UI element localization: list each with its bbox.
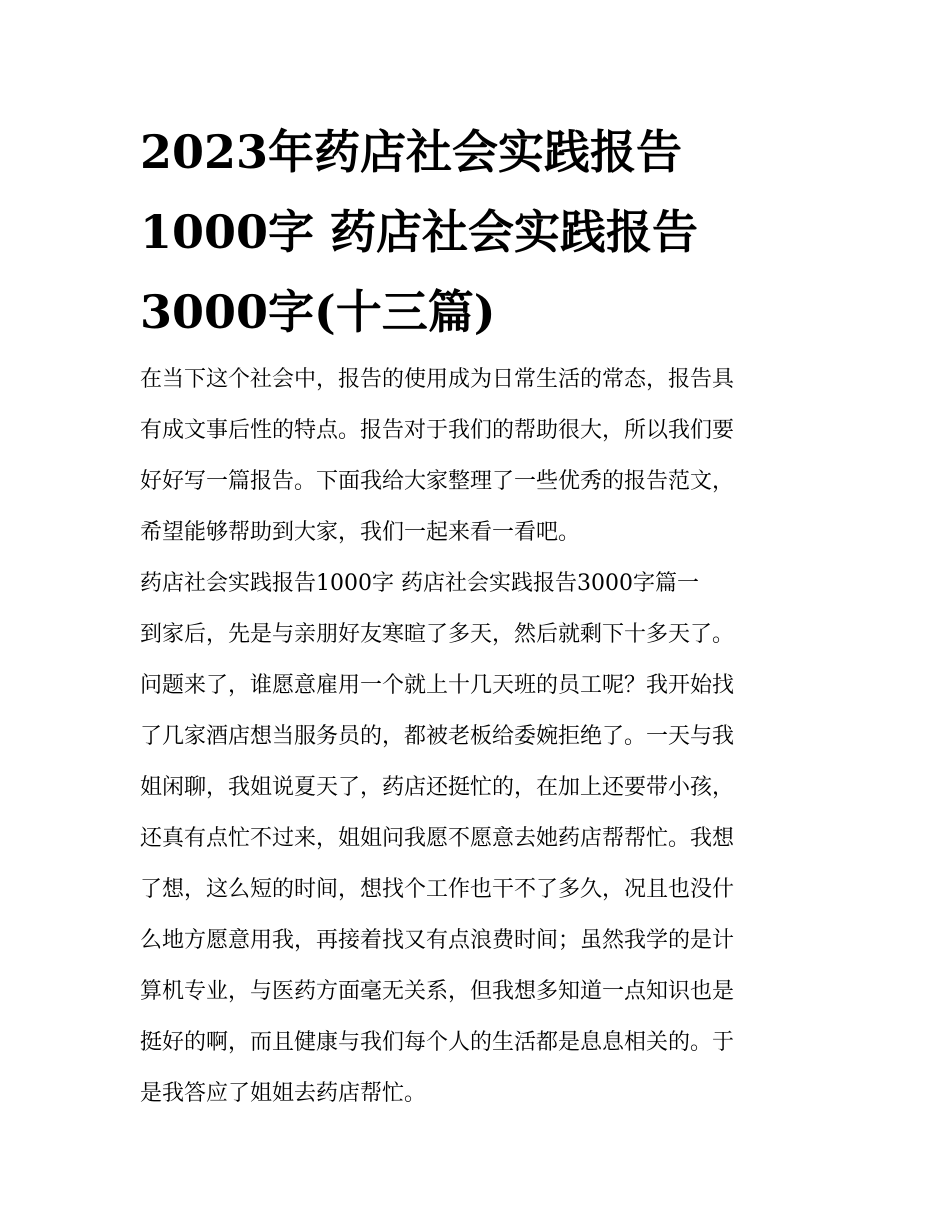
title-line: 3000字(十三篇) — [140, 285, 496, 339]
text-line: 希望能够帮助到大家，我们一起来看一看吧。 — [140, 520, 581, 545]
title-line: 2023年药店社会实践报告 — [140, 125, 683, 179]
document-title — [140, 112, 820, 352]
text-line: 挺好的啊，而且健康与我们每个人的生活都是息息相关的。于 — [140, 1030, 735, 1055]
text-line: 有成文事后性的特点。报告对于我们的帮助很大，所以我们要 — [140, 418, 735, 443]
text-line: 好好写一篇报告。下面我给大家整理了一些优秀的报告范文， — [140, 469, 735, 494]
intro-paragraph — [140, 354, 820, 558]
text-line: 么地方愿意用我，再接着找又有点浪费时间；虽然我学的是计 — [140, 928, 735, 953]
document-body — [140, 354, 820, 1119]
text-line: 姐闲聊，我姐说夏天了，药店还挺忙的，在加上还要带小孩， — [140, 775, 735, 800]
text-line: 了几家酒店想当服务员的，都被老板给委婉拒绝了。一天与我 — [140, 724, 735, 749]
title-line: 1000字 药店社会实践报告 — [140, 205, 699, 259]
text-line: 了想，这么短的时间，想找个工作也干不了多久，况且也没什 — [140, 877, 735, 902]
section-heading: 药店社会实践报告1000字 药店社会实践报告3000字篇一 — [140, 571, 699, 596]
body-paragraph — [140, 609, 820, 1119]
text-line: 在当下这个社会中，报告的使用成为日常生活的常态，报告具 — [140, 367, 735, 392]
text-line: 算机专业，与医药方面毫无关系，但我想多知道一点知识也是 — [140, 979, 735, 1004]
text-line: 到家后，先是与亲朋好友寒暄了多天，然后就剩下十多天了。 — [140, 622, 735, 647]
text-line: 问题来了，谁愿意雇用一个就上十几天班的员工呢？我开始找 — [140, 673, 735, 698]
text-line: 是我答应了姐姐去药店帮忙。 — [140, 1081, 427, 1106]
text-line: 还真有点忙不过来，姐姐问我愿不愿意去她药店帮帮忙。我想 — [140, 826, 735, 851]
